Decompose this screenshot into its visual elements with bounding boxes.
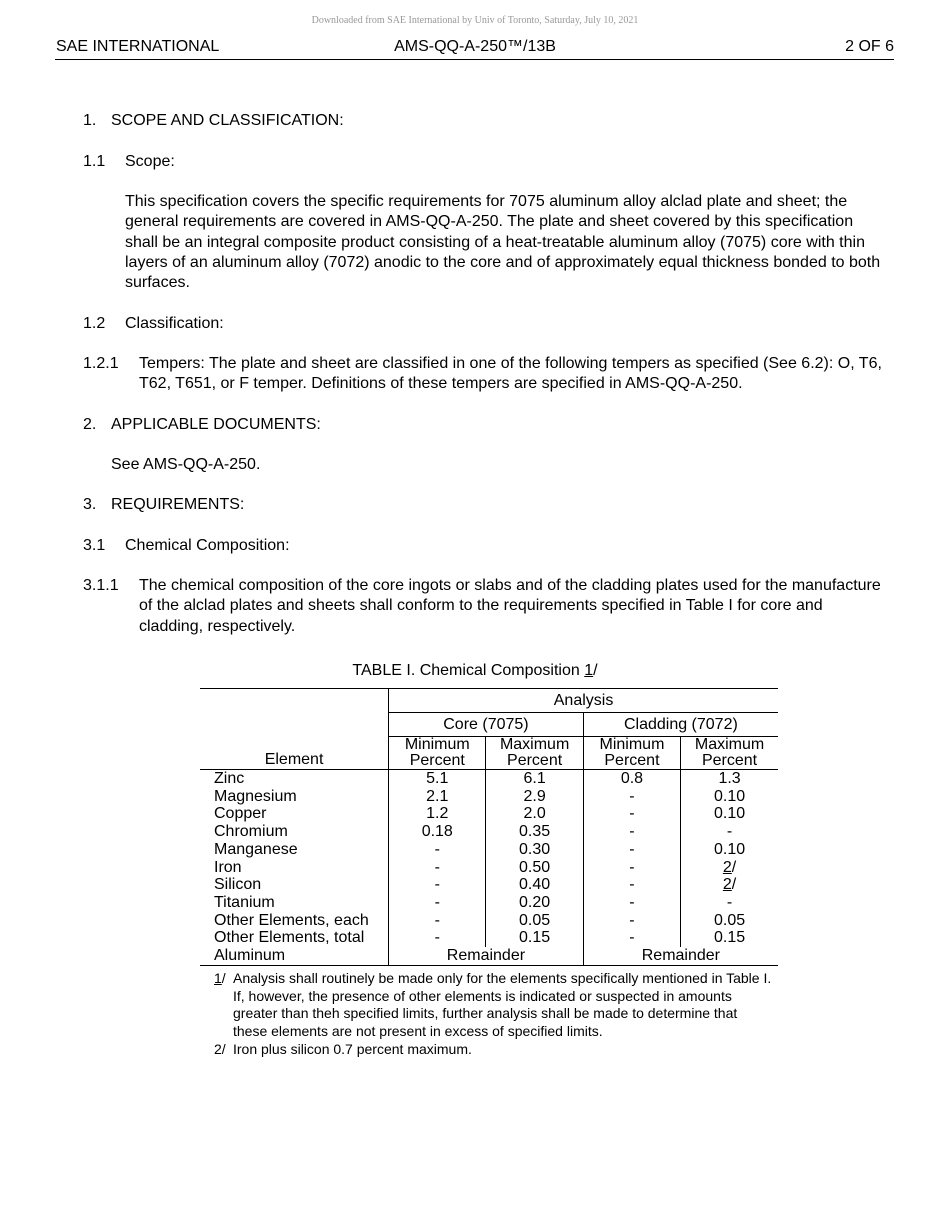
section-title: Classification: (125, 315, 224, 332)
footnote-2 (214, 1041, 774, 1059)
section-title: REQUIREMENTS: (111, 496, 245, 513)
section-title: Scope: (125, 153, 175, 170)
element-cell: Manganese (214, 840, 298, 858)
element-cell: Iron (214, 858, 242, 876)
table-row (200, 805, 778, 823)
chemical-composition-paragraph: The chemical composition of the core ingots or slabs and of the cladding plates used for the manufacture of the alclad plates and sheets shall conform to the requirements specified in Table I for core and cladding, respectively. (139, 577, 881, 635)
table-row (200, 912, 778, 930)
table-row (200, 894, 778, 912)
footnote-mark-number: 1 (214, 970, 222, 986)
footnote-ref-suffix: / (731, 876, 737, 894)
footnote-ref: 2 (722, 876, 732, 894)
clad-min-cell: - (583, 894, 680, 912)
header-line: Percent (604, 752, 660, 769)
section-title: Chemical Composition: (125, 537, 290, 554)
clad-min-header (583, 737, 680, 770)
table-row (200, 929, 778, 947)
core-header: Core (7075) (389, 713, 584, 737)
element-column-header: Element (200, 689, 389, 770)
footnote-text: Analysis shall routinely be made only for the elements specifically mentioned in Table I. If, however, the presence of other elements is indicated or suspected in amounts greater than theh specified limits, further analysis shall be made to determine that these elements are not present in excess of specified limits. (233, 970, 772, 1039)
element-cell: Zinc (214, 770, 245, 787)
tempers-paragraph: Tempers: The plate and sheet are classified in one of the following tempers as specified (See 6.2): O, T6, T62, T651, or F temper. Definitions of these tempers are specified in AMS-QQ-A-250. (139, 355, 882, 393)
section-number: 1.1 (83, 153, 106, 170)
footnote-mark-suffix: / (221, 970, 226, 986)
table-row (200, 876, 778, 894)
core-min-cell: 0.18 (389, 823, 486, 841)
core-remainder-cell: Remainder (389, 947, 584, 965)
element-cell: Other Elements, total (214, 929, 365, 947)
clad-max-cell: - (681, 823, 778, 841)
clad-max-cell (681, 876, 778, 894)
clad-max-header (681, 737, 778, 770)
table-row (200, 859, 778, 877)
footnote-text: Iron plus silicon 0.7 percent maximum. (233, 1041, 472, 1057)
element-cell: Titanium (214, 893, 275, 911)
section-number: 2. (83, 416, 97, 433)
core-min-cell: 1.2 (389, 805, 486, 823)
core-min-cell: - (389, 876, 486, 894)
footnote-mark (214, 970, 226, 988)
section-number: 1. (83, 112, 97, 129)
table-caption-note: 1 (584, 662, 594, 679)
table-row (200, 823, 778, 841)
clad-min-cell: - (583, 805, 680, 823)
footnote-mark: 2/ (214, 1041, 226, 1057)
clad-min-cell: - (583, 912, 680, 930)
clad-min-cell: - (583, 876, 680, 894)
header-line: Percent (507, 752, 563, 769)
header-line: Percent (409, 752, 465, 769)
cladding-header: Cladding (7072) (583, 713, 778, 737)
header-doc-id: AMS-QQ-A-250™/13B (394, 38, 556, 55)
footnote-ref-suffix: / (731, 858, 737, 876)
core-max-cell: 0.30 (486, 841, 583, 859)
clad-min-cell: 0.8 (583, 770, 680, 788)
core-max-cell: 0.05 (486, 912, 583, 930)
element-cell: Chromium (214, 823, 288, 841)
section-number: 1.2 (83, 315, 106, 332)
footnote-ref: 2 (722, 858, 732, 876)
clad-min-cell: - (583, 929, 680, 947)
section-number: 3. (83, 496, 97, 513)
core-min-cell: - (389, 929, 486, 947)
element-cell: Copper (214, 805, 267, 823)
analysis-header: Analysis (389, 689, 778, 713)
applicable-documents-text: See AMS-QQ-A-250. (111, 456, 261, 473)
clad-max-cell: 0.15 (681, 929, 778, 947)
element-cell: Other Elements, each (214, 911, 369, 929)
table-row-aluminum (200, 947, 778, 965)
header-line: Minimum (404, 736, 470, 753)
core-max-cell: 2.9 (486, 788, 583, 806)
core-min-cell: - (389, 859, 486, 877)
core-min-cell: - (389, 841, 486, 859)
section-number: 1.2.1 (83, 355, 119, 372)
clad-max-cell: - (681, 894, 778, 912)
element-cell: Magnesium (214, 787, 297, 805)
core-min-cell: - (389, 912, 486, 930)
table-caption-text: TABLE I. Chemical Composition (352, 662, 585, 679)
core-max-cell: 0.35 (486, 823, 583, 841)
element-cell: Aluminum (200, 947, 389, 965)
header-org: SAE INTERNATIONAL (56, 38, 220, 55)
header-line: Minimum (599, 736, 665, 753)
table-caption (0, 662, 950, 680)
section-number: 3.1.1 (83, 577, 119, 594)
core-max-cell: 2.0 (486, 805, 583, 823)
element-cell: Silicon (214, 876, 262, 894)
clad-min-cell: - (583, 859, 680, 877)
core-max-cell: 0.50 (486, 859, 583, 877)
footnote-1 (214, 970, 774, 1042)
core-min-header (389, 737, 486, 770)
header-page-number: 2 OF 6 (845, 38, 894, 55)
clad-max-cell: 0.10 (681, 805, 778, 823)
core-max-header (486, 737, 583, 770)
core-max-cell: 0.15 (486, 929, 583, 947)
header-line: Percent (701, 752, 758, 769)
header-rule (55, 59, 894, 60)
clad-min-cell: - (583, 823, 680, 841)
core-max-cell: 0.40 (486, 876, 583, 894)
clad-max-cell (681, 859, 778, 877)
section-title: SCOPE AND CLASSIFICATION: (111, 112, 344, 129)
core-min-cell: 2.1 (389, 788, 486, 806)
chemical-composition-table (200, 688, 778, 966)
clad-min-cell: - (583, 788, 680, 806)
section-number: 3.1 (83, 537, 106, 554)
clad-remainder-cell: Remainder (583, 947, 778, 965)
header-line: Maximum (499, 736, 570, 753)
table-row (200, 788, 778, 806)
scope-paragraph: This specification covers the specific requirements for 7075 aluminum alloy alclad plate and sheet; the general requirements are covered in AMS-QQ-A-250. The plate and sheet covered by this specification shall be an integral composite product consisting of a heat-treatable aluminum alloy (7075) core with thin layers of an aluminum alloy (7072) anodic to the core and of approximately equal thickness bonded to both surfaces. (125, 193, 881, 292)
section-title: APPLICABLE DOCUMENTS: (111, 416, 321, 433)
core-min-cell: - (389, 894, 486, 912)
clad-max-cell: 0.10 (681, 788, 778, 806)
clad-min-cell: - (583, 841, 680, 859)
clad-max-cell: 0.10 (681, 841, 778, 859)
clad-max-cell: 0.05 (681, 912, 778, 930)
core-min-cell: 5.1 (389, 770, 486, 788)
clad-max-cell: 1.3 (681, 770, 778, 788)
core-max-cell: 6.1 (486, 770, 583, 788)
core-max-cell: 0.20 (486, 894, 583, 912)
header-line: Maximum (694, 736, 765, 753)
download-notice: Downloaded from SAE International by Univ of Toronto, Saturday, July 10, 2021 (311, 15, 639, 26)
table-caption-note-suffix: / (593, 662, 598, 679)
table-row (200, 841, 778, 859)
table-row (200, 770, 778, 788)
